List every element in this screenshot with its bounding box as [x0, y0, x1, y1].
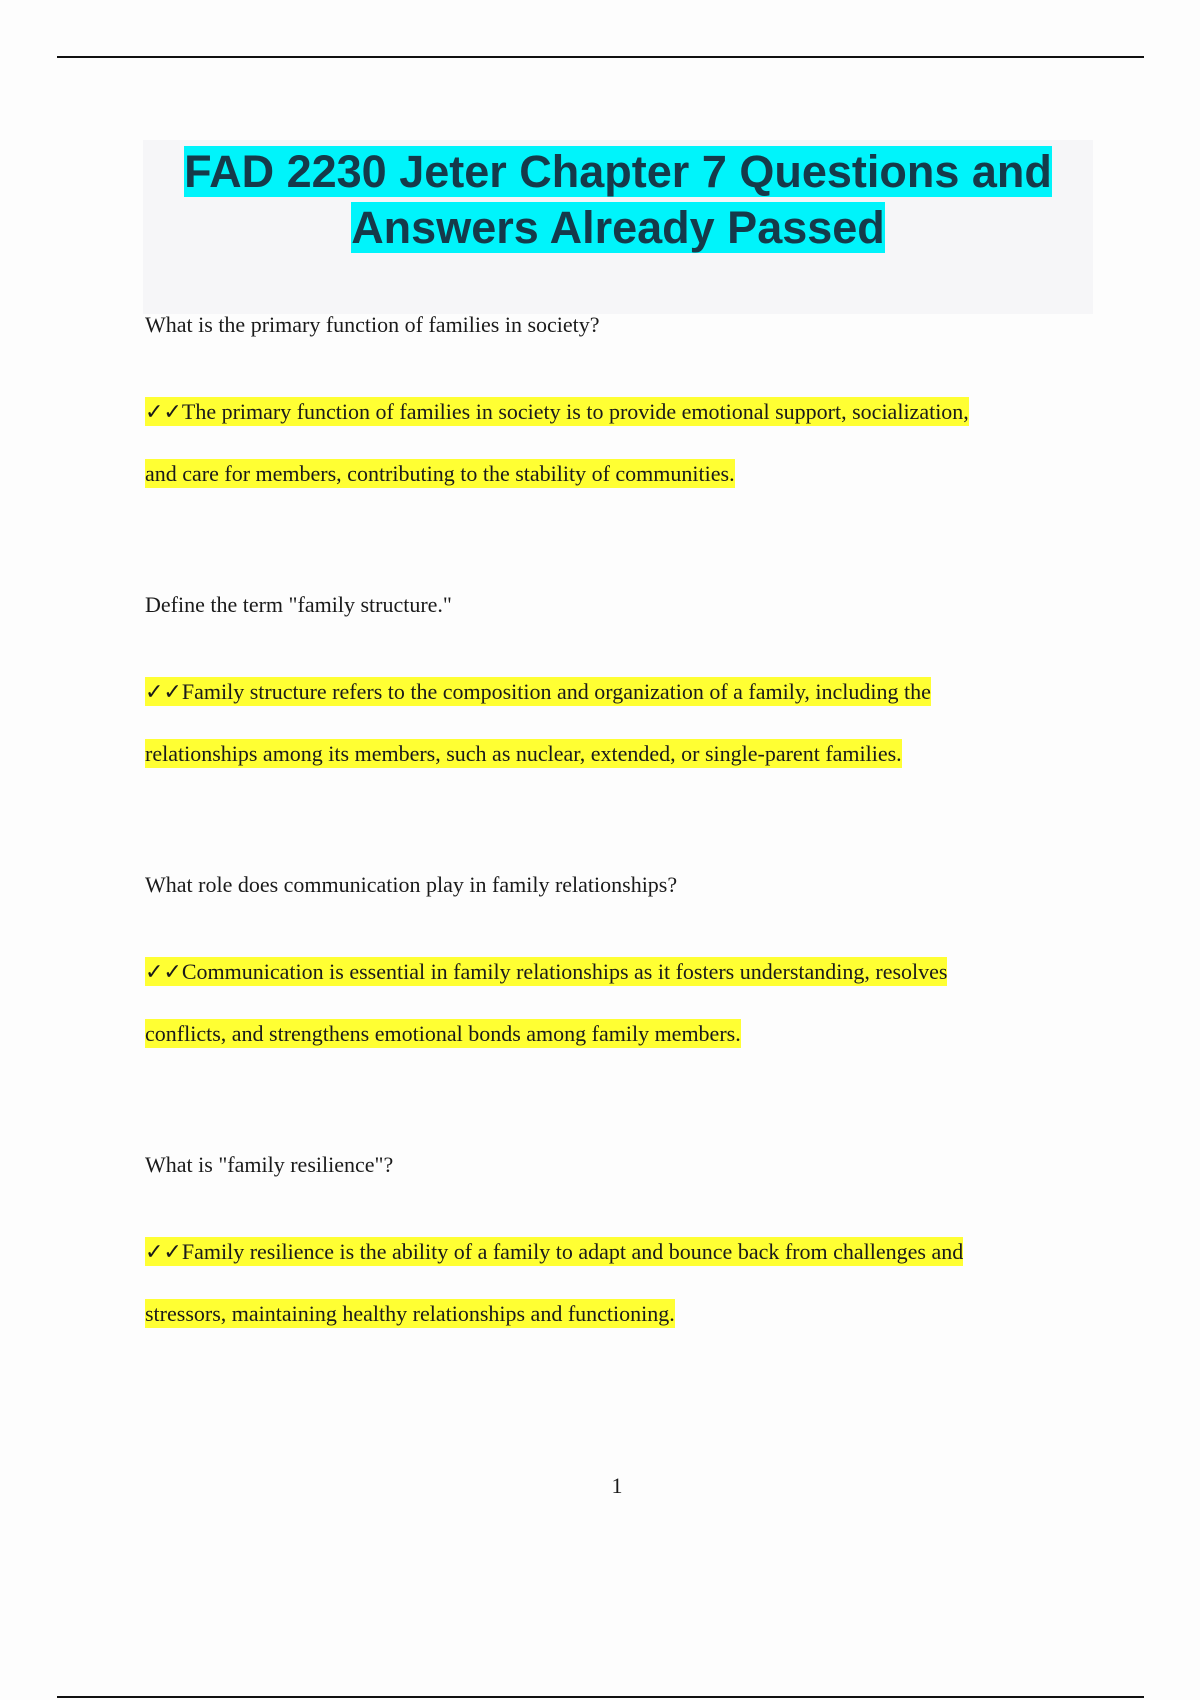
qa-item-4 — [145, 1151, 1075, 1344]
answer-3 — [145, 941, 1075, 1064]
answer-2-line-1 — [145, 677, 931, 706]
question-4: What is "family resilience"? — [145, 1152, 394, 1177]
check-mark-icon: ✓✓ — [145, 1240, 182, 1265]
answer-3-line-1 — [145, 957, 947, 986]
answer-4-line-1-text: Family resilience is the ability of a family to adapt and bounce back from challenges and — [181, 1239, 964, 1264]
answer-2 — [145, 661, 1075, 784]
title-block — [143, 140, 1093, 314]
question-2: Define the term "family structure." — [145, 592, 452, 617]
answer-2-line-1-text: Family structure refers to the composition and organization of a family, including the — [181, 679, 931, 704]
answer-1 — [145, 381, 1075, 504]
check-mark-icon: ✓✓ — [145, 400, 182, 425]
answer-1-line-1 — [145, 397, 969, 426]
answer-4 — [145, 1221, 1075, 1344]
answer-1-line-1-text: The primary function of families in society is to provide emotional support, socialization, — [181, 399, 969, 424]
qa-item-2 — [145, 591, 1075, 784]
check-mark-icon: ✓✓ — [145, 960, 182, 985]
bottom-rule — [57, 1696, 1144, 1698]
answer-1-line-2: and care for members, contributing to the stability of communities. — [145, 461, 735, 486]
answer-4-line-1 — [145, 1237, 963, 1266]
title-line-1: FAD 2230 Jeter Chapter 7 Questions and — [184, 146, 1052, 197]
check-mark-icon: ✓✓ — [145, 680, 182, 705]
answer-2-line-2: relationships among its members, such as nuclear, extended, or single-parent families. — [145, 741, 902, 766]
qa-item-1 — [145, 311, 1075, 504]
page-number: 1 — [611, 1473, 623, 1498]
title-line-2: Answers Already Passed — [351, 202, 885, 253]
document-title — [143, 144, 1093, 256]
answer-4-line-2: stressors, maintaining healthy relationships and functioning. — [145, 1301, 675, 1326]
top-rule — [57, 56, 1144, 58]
qa-item-3 — [145, 871, 1075, 1064]
answer-3-line-2: conflicts, and strengthens emotional bonds among family members. — [145, 1021, 741, 1046]
question-1: What is the primary function of families in society? — [145, 312, 600, 337]
question-3: What role does communication play in family relationships? — [145, 872, 678, 897]
answer-3-line-1-text: Communication is essential in family relationships as it fosters understanding, resolves — [181, 959, 948, 984]
